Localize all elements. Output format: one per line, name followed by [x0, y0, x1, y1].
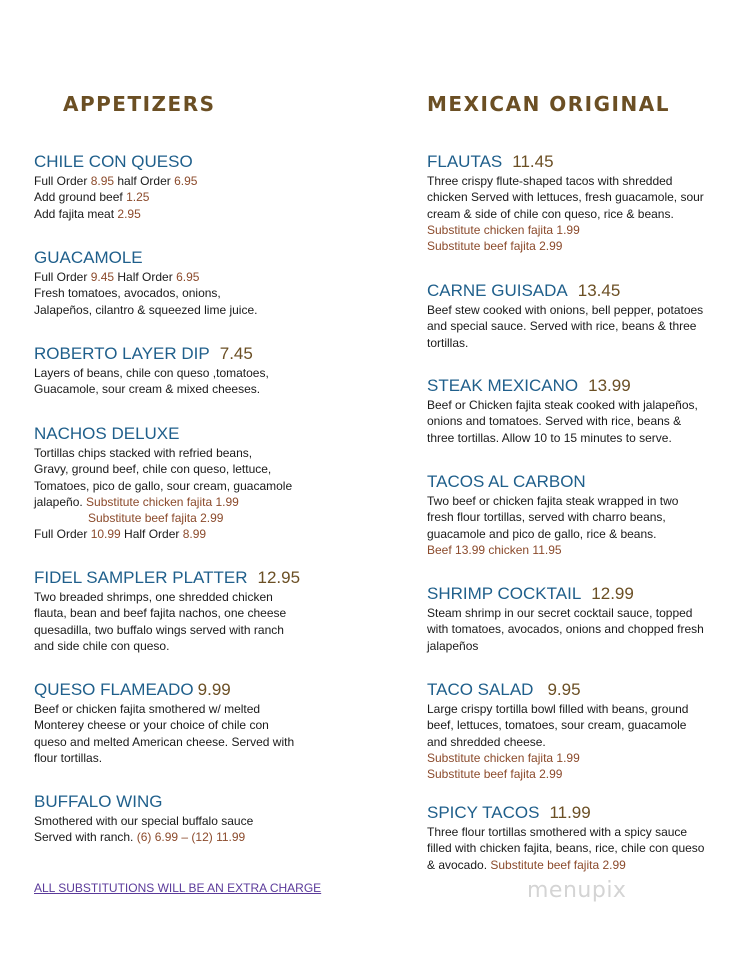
item-line: jalapeños: [427, 638, 479, 653]
item-line: Substitute chicken fajita 1.99: [427, 750, 580, 765]
item-line: Add ground beef 1.25: [34, 190, 150, 205]
item-line: Three flour tortillas smothered with a spicy sauce: [427, 825, 688, 839]
menu-item-fidel-sampler-platter: [34, 567, 300, 654]
item-line: Full Order 8.95 half Order 6.95: [34, 174, 198, 188]
item-line: jalapeño. Substitute chicken fajita 1.99: [34, 494, 239, 509]
item-line: Monterey cheese or your choice of chile con: [34, 718, 269, 733]
item-line: Jalapeños, cilantro & squeezed lime juice.: [34, 302, 258, 317]
item-line: onions and tomatoes. Served with rice, beans &: [427, 414, 682, 429]
item-line: filled with chicken fajita, beans, rice, chile con queso: [427, 841, 705, 856]
item-title: SPICY TACOS 11.99: [427, 803, 591, 822]
item-title: CARNE GUISADA 13.45: [427, 281, 621, 300]
item-line: with tomatoes, avocados, onions and chopped fresh: [427, 622, 704, 637]
item-line: and shredded cheese.: [427, 734, 546, 749]
item-line: Two beef or chicken fajita steak wrapped in two: [427, 494, 679, 508]
item-line: cream & side of chile con queso, rice & beans.: [427, 206, 674, 221]
item-line: Served with ranch. (6) 6.99 – (12) 11.99: [34, 830, 246, 845]
item-title: FLAUTAS 11.45: [427, 152, 554, 171]
menu-item-flautas: [427, 151, 704, 254]
menu-item-queso-flameado: [34, 679, 294, 766]
item-line: Steam shrimp in our secret cocktail sauce, topped: [427, 606, 693, 620]
item-line: fresh flour tortillas, served with charro beans,: [427, 510, 666, 525]
item-title: NACHOS DELUXE: [34, 424, 180, 443]
item-line: Substitute beef fajita 2.99: [88, 511, 224, 526]
item-line: Substitute chicken fajita 1.99: [427, 222, 580, 237]
item-title: BUFFALO WING: [34, 792, 163, 811]
substitutions-note: ALL SUBSTITUTIONS WILL BE AN EXTRA CHARGE: [34, 881, 322, 895]
item-line: quesadilla, two buffalo wings served with ranch: [34, 622, 284, 637]
item-line: and special sauce. Served with rice, beans & three: [427, 319, 697, 334]
item-title: GUACAMOLE: [34, 248, 143, 267]
item-line: Tortillas chips stacked with refried beans,: [34, 446, 253, 460]
menu-item-taco-salad: [427, 679, 688, 782]
item-line: Gravy, ground beef, chile con queso, lettuce,: [34, 462, 272, 477]
item-line: Guacamole, sour cream & mixed cheeses.: [34, 382, 261, 397]
item-title: ROBERTO LAYER DIP 7.45: [34, 344, 253, 363]
item-line: Add fajita meat 2.95: [34, 206, 141, 221]
item-line: & avocado. Substitute beef fajita 2.99: [427, 857, 626, 872]
menu-item-spicy-tacos: [427, 802, 704, 873]
mexican-original-heading: MEXICAN ORIGINAL: [427, 92, 670, 116]
item-line: Large crispy tortilla bowl filled with beans, ground: [427, 702, 689, 716]
item-line: queso and melted American cheese. Served with: [34, 734, 295, 749]
menupix-watermark: menupix: [527, 878, 627, 903]
item-line: guacamole and pico de gallo, rice & beans.: [427, 526, 657, 541]
item-title: TACOS AL CARBON: [427, 472, 586, 491]
item-title: CHILE CON QUESO: [34, 152, 193, 171]
item-line: Layers of beans, chile con queso ,tomatoes,: [34, 366, 269, 380]
menu-item-buffalo-wing: [34, 791, 253, 846]
item-line: chicken Served with lettuces, fresh guacamole, sour: [427, 190, 704, 205]
item-line: Full Order 10.99 Half Order 8.99: [34, 527, 207, 542]
item-line: Fresh tomatoes, avocados, onions,: [34, 286, 221, 301]
item-line: flauta, bean and beef fajita nachos, one cheese: [34, 606, 287, 621]
item-line: Smothered with our special buffalo sauce: [34, 814, 254, 828]
item-line: Tomatoes, pico de gallo, sour cream, guacamole: [34, 478, 293, 493]
item-line: three tortillas. Allow 10 to 15 minutes to serve.: [427, 430, 672, 445]
menu-item-roberto-layer-dip: [34, 343, 269, 398]
item-line: beef, lettuces, tomatoes, sour cream, guacamole: [427, 718, 687, 733]
item-title: TACO SALAD 9.95: [427, 680, 581, 699]
item-title: SHRIMP COCKTAIL 12.99: [427, 584, 634, 603]
menu-item-tacos-al-carbon: [427, 471, 678, 558]
item-line: Two breaded shrimps, one shredded chicken: [34, 590, 273, 604]
item-line: flour tortillas.: [34, 750, 103, 765]
item-title: FIDEL SAMPLER PLATTER 12.95: [34, 568, 301, 587]
menu-item-steak-mexicano: [427, 375, 698, 446]
item-title: STEAK MEXICANO 13.99: [427, 376, 631, 395]
item-line: Beef stew cooked with onions, bell pepper, potatoes: [427, 303, 704, 317]
item-line: Three crispy flute-shaped tacos with shredded: [427, 174, 673, 188]
item-line: Substitute beef fajita 2.99: [427, 767, 563, 782]
item-line: Full Order 9.45 Half Order 6.95: [34, 270, 200, 284]
menu-item-chile-con-queso: [34, 151, 197, 222]
menu-item-carne-guisada: [427, 280, 703, 351]
item-line: Substitute beef fajita 2.99: [427, 239, 563, 254]
item-title: QUESO FLAMEADO 9.99: [34, 680, 231, 699]
item-line: and side chile con queso.: [34, 638, 170, 653]
item-line: Beef or chicken fajita smothered w/ melted: [34, 702, 261, 716]
menu-item-guacamole: [34, 247, 257, 318]
menu-item-shrimp-cocktail: [427, 583, 704, 654]
item-line: tortillas.: [427, 335, 469, 350]
menu-item-nachos-deluxe: [34, 423, 292, 543]
item-line: Beef or Chicken fajita steak cooked with jalapeños,: [427, 398, 698, 412]
item-line: Beef 13.99 chicken 11.95: [427, 542, 562, 557]
appetizers-heading: APPETIZERS: [63, 92, 216, 116]
